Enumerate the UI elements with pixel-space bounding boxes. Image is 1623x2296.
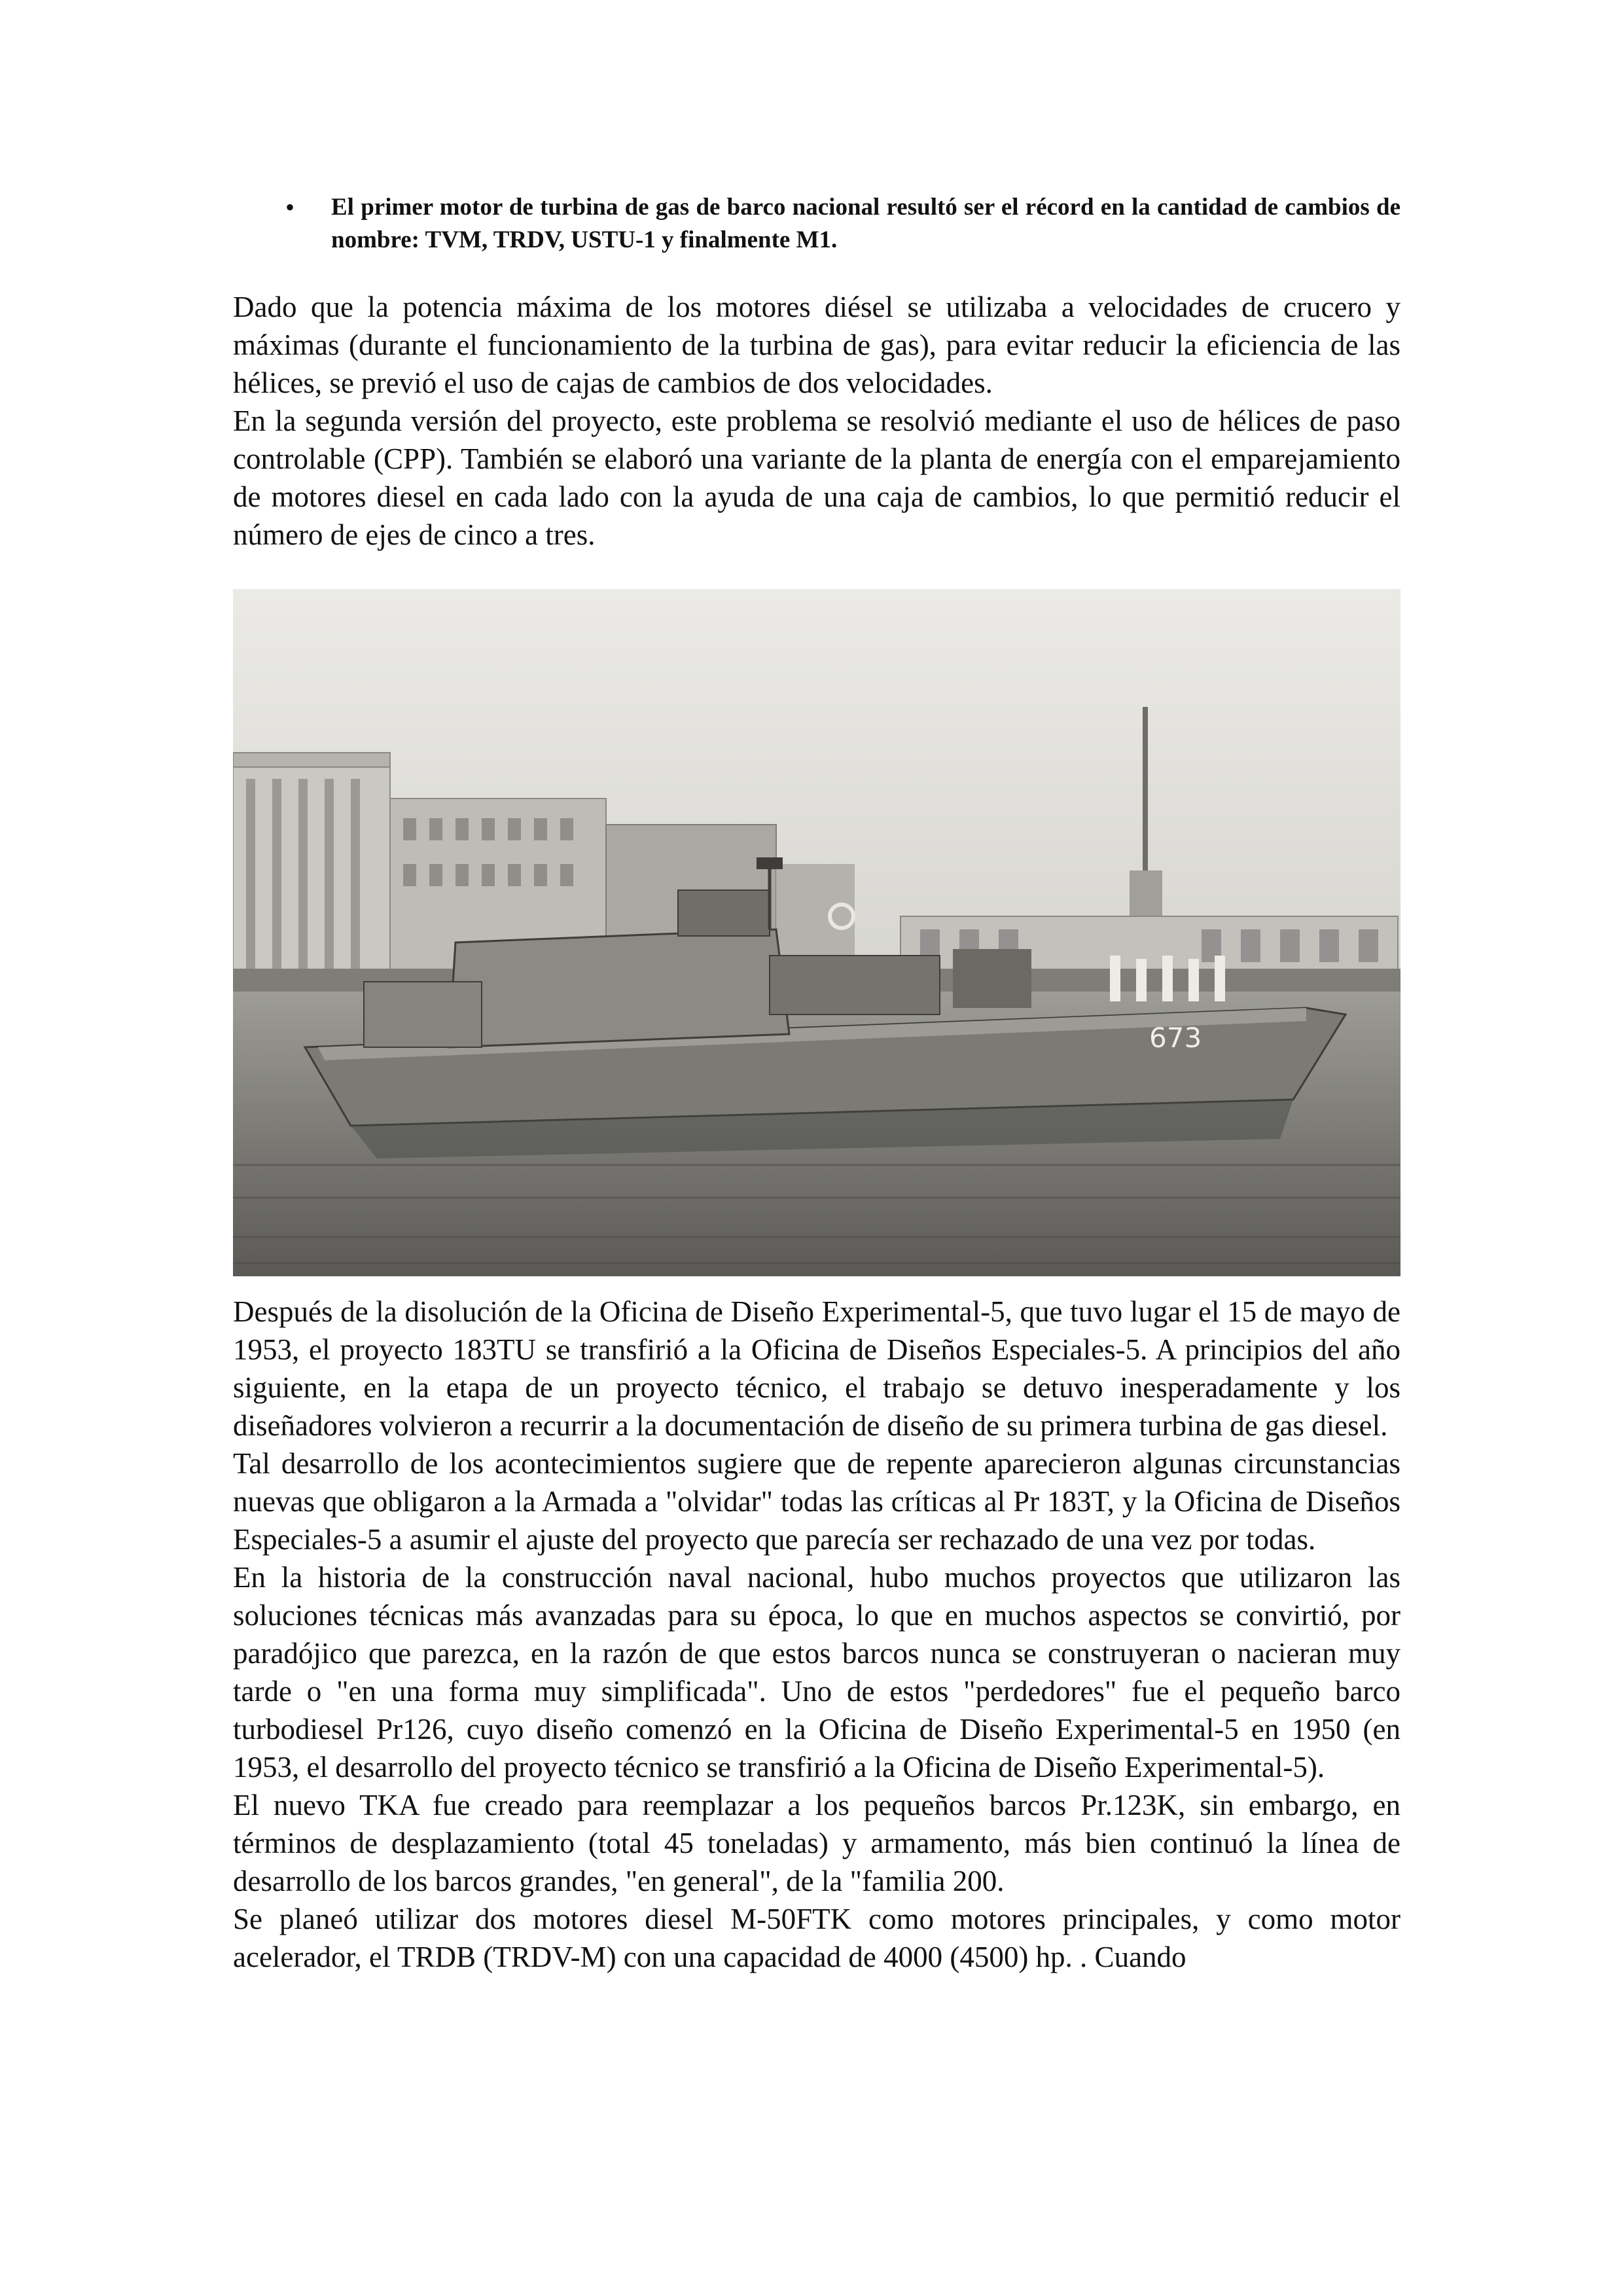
paragraph: En la historia de la construcción naval nacional, hubo muchos proyectos que utilizaron las soluciones técnicas más avanzadas para su época, lo que en muchos aspectos se convirtió, por paradójico que parezca, en la razón de que estos barcos nunca se construyeran o nacieran muy tarde o "en una forma muy simplificada". Uno de estos "perdedores" fue el pequeño barco turbodiesel Pr126, cuyo diseño comenzó en la Oficina de Diseño Experimental-5 en 1950 (en 1953, el desarrollo del proyecto técnico se transfirió a la Oficina de Diseño Experimental-5). <box>233 1561 1400 1784</box>
hull-number: 673 <box>1149 1022 1202 1054</box>
paragraph: En la segunda versión del proyecto, este problema se resolvió mediante el uso de hélices de paso controlable (CPP). También se elaboró una variante de la planta de energía con el emparejamiento de motores diesel en cada lado con la ayuda de una caja de cambios, lo que permitió reducir el número de ejes de cinco a tres. <box>233 404 1400 551</box>
boat-photo <box>233 589 1400 1276</box>
bullet-text: El primer motor de turbina de gas de barco nacional resultó ser el récord en la cantidad de cambios de nombre: TVM, TRDV, USTU-1 y finalmente M1. <box>331 194 1400 253</box>
paragraph: El nuevo TKA fue creado para reemplazar a los pequeños barcos Pr.123K, sin embargo, en términos de desplazamiento (total 45 toneladas) y armamento, más bien continuó la línea de desarrollo de los barcos grandes, "en general", de la "familia 200. <box>233 1789 1400 1897</box>
bullet-item <box>285 191 1400 257</box>
paragraph: Dado que la potencia máxima de los motores diésel se utilizaba a velocidades de crucero y máximas (durante el funcionamiento de la turbina de gas), para evitar reducir la eficiencia de las hélices, se previó el uso de cajas de cambios de dos velocidades. <box>233 291 1400 399</box>
section-1 <box>233 288 1400 554</box>
section-2 <box>233 1293 1400 1976</box>
paragraph: Después de la disolución de la Oficina de Diseño Experimental-5, que tuvo lugar el 15 de mayo de 1953, el proyecto 183TU se transfirió a la Oficina de Diseños Especiales-5. A principios del año siguiente, en la etapa de un proyecto técnico, el trabajo se detuvo inesperadamente y los diseñadores volvieron a recurrir a la documentación de diseño de su primera turbina de gas diesel. <box>233 1295 1400 1442</box>
paragraph: Se planeó utilizar dos motores diesel M-50FTK como motores principales, y como motor acelerador, el TRDB (TRDV-M) con una capacidad de 4000 (4500) hp. . Cuando <box>233 1903 1400 1973</box>
paragraph: Tal desarrollo de los acontecimientos sugiere que de repente aparecieron algunas circunstancias nuevas que obligaron a la Armada a "olvidar" todas las críticas al Pr 183T, y la Oficina de Diseños Especiales-5 a asumir el ajuste del proyecto que parecía ser rechazado de una vez por todas. <box>233 1447 1400 1556</box>
bullet-icon: • <box>285 192 295 222</box>
boat-photo-illustration <box>233 589 1400 1276</box>
